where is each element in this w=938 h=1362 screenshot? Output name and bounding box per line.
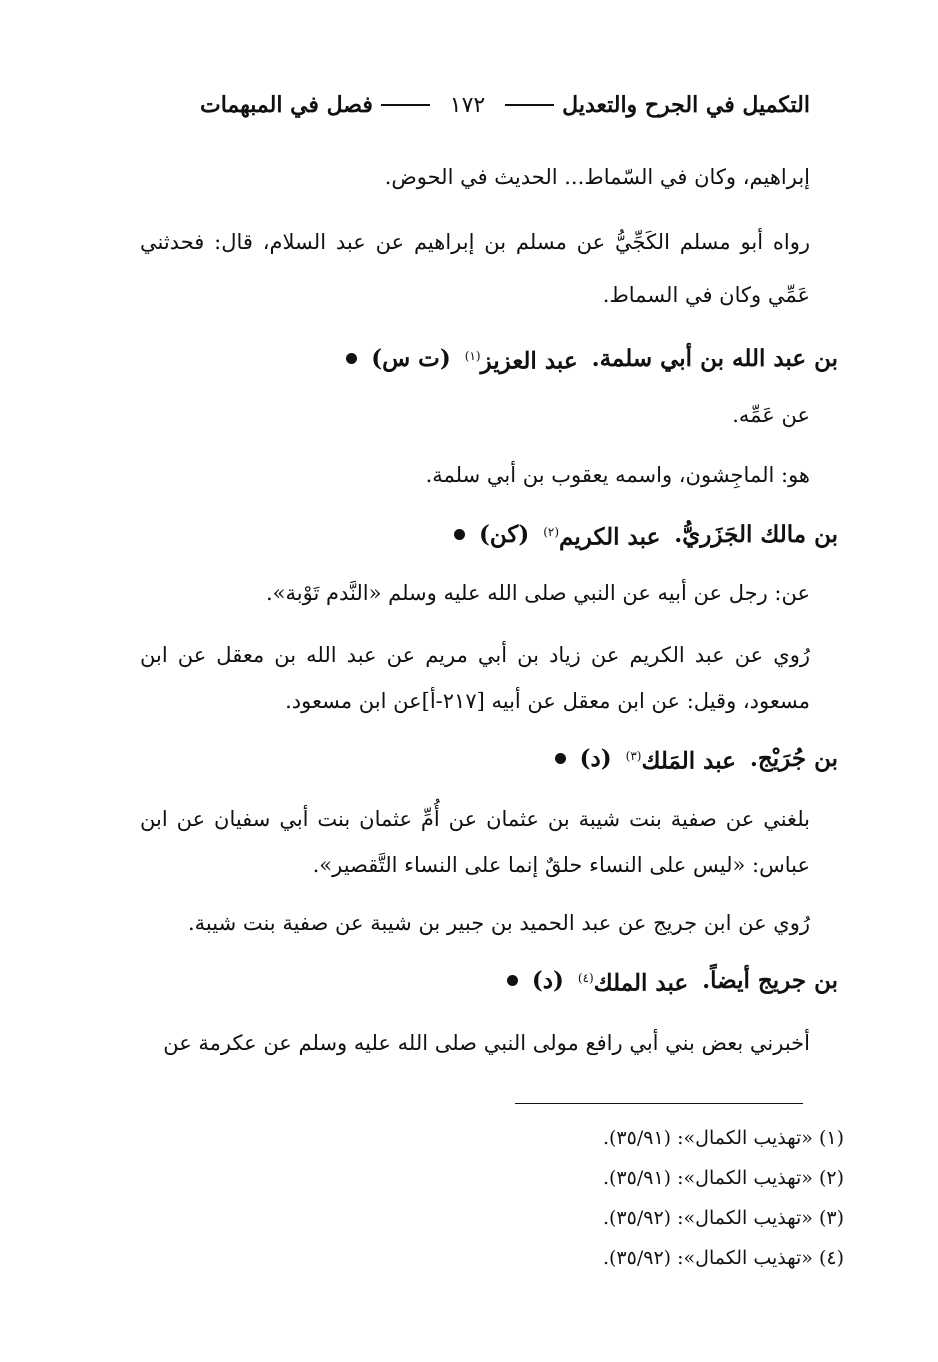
text-line: عن عَمِّه. [732, 403, 810, 427]
footnote-ref: (٤) [577, 971, 594, 985]
header-section-title: فصل في المبهمات [199, 92, 373, 118]
entry-name-text: عبد الملك [593, 969, 689, 997]
entry-code: (كن) [478, 520, 530, 548]
text-line: رواه أبو مسلم الكَجِّيُّ عن مسلم بن إبراهيم عن عبد السلام، قال: فحدثني [140, 230, 810, 254]
entry-name [543, 516, 660, 554]
footnote-ref: (٢) [543, 525, 560, 539]
entry-code: (د) [579, 744, 612, 772]
bullet-icon [346, 353, 357, 364]
entry-heading [454, 516, 838, 554]
header-dash-right [505, 104, 554, 106]
entry-heading [346, 340, 838, 378]
header-book-title: التكميل في الجرح والتعديل [562, 92, 810, 118]
text-line: أخبرني بعض بني أبي رافع مولى النبي صلى الله عليه وسلم عن عكرمة عن [163, 1031, 810, 1055]
text-line: عباس: «ليس على النساء حلقٌ إنما على النساء التَّقصير». [312, 853, 810, 877]
text-line: بلغني عن صفية بنت شيبة بن عثمان عن أُمِّ عثمان بنت أبي سفيان عن ابن [140, 807, 810, 831]
text-line: هو: الماجِشون، واسمه يعقوب بن أبي سلمة. [425, 463, 810, 487]
entry-heading [507, 962, 838, 1000]
entry-rest: بن جريج أيضاً. [702, 966, 838, 994]
text-line: عَمِّي وكان في السماط. [602, 283, 810, 307]
entry-rest: بن عبد الله بن أبي سلمة. [591, 344, 838, 372]
running-header [200, 88, 810, 122]
page-number: ١٧٢ [449, 92, 486, 118]
footnote: (٢) «تهذيب الكمال»: (٣٥/٩١). [602, 1167, 844, 1189]
entry-code: (د) [531, 966, 564, 994]
text-line: عن: رجل عن أبيه عن النبي صلى الله عليه وسلم «النَّدم تَوْبة». [265, 581, 810, 605]
entry-rest: بن جُرَيْج. [749, 744, 838, 772]
footnote-separator [515, 1103, 803, 1104]
text-line: إبراهيم، وكان في السّماط... الحديث في الحوض. [384, 165, 810, 189]
bullet-icon [555, 753, 566, 764]
text-line: رُوي عن عبد الكريم عن زياد بن أبي مريم عن عبد الله بن معقل عن ابن [140, 643, 810, 667]
footnote: (٣) «تهذيب الكمال»: (٣٥/٩٢). [602, 1207, 844, 1229]
entry-name [465, 340, 578, 378]
header-dash-left [381, 104, 430, 106]
footnote: (١) «تهذيب الكمال»: (٣٥/٩١). [602, 1127, 844, 1149]
entry-code: (ت س) [371, 344, 451, 372]
entry-name-text: عبد الكريم [559, 523, 661, 551]
entry-heading [555, 740, 838, 778]
footnote: (٤) «تهذيب الكمال»: (٣٥/٩٢). [602, 1247, 844, 1269]
entry-name [626, 740, 736, 778]
footnote-ref: (١) [464, 349, 481, 363]
bullet-icon [454, 529, 465, 540]
text-line: مسعود، وقيل: عن ابن معقل عن أبيه [٢١٧-أ]عن ابن مسعود. [285, 689, 810, 713]
entry-name-text: عبد المَلك [641, 747, 736, 775]
entry-name [578, 962, 688, 1000]
footnote-ref: (٣) [625, 749, 642, 763]
entry-rest: بن مالك الجَزَريُّ. [674, 520, 838, 548]
bullet-icon [507, 975, 518, 986]
entry-name-text: عبد العزيز [480, 347, 578, 375]
text-line: رُوي عن ابن جريج عن عبد الحميد بن جبير بن شيبة عن صفية بنت شيبة. [187, 911, 810, 935]
